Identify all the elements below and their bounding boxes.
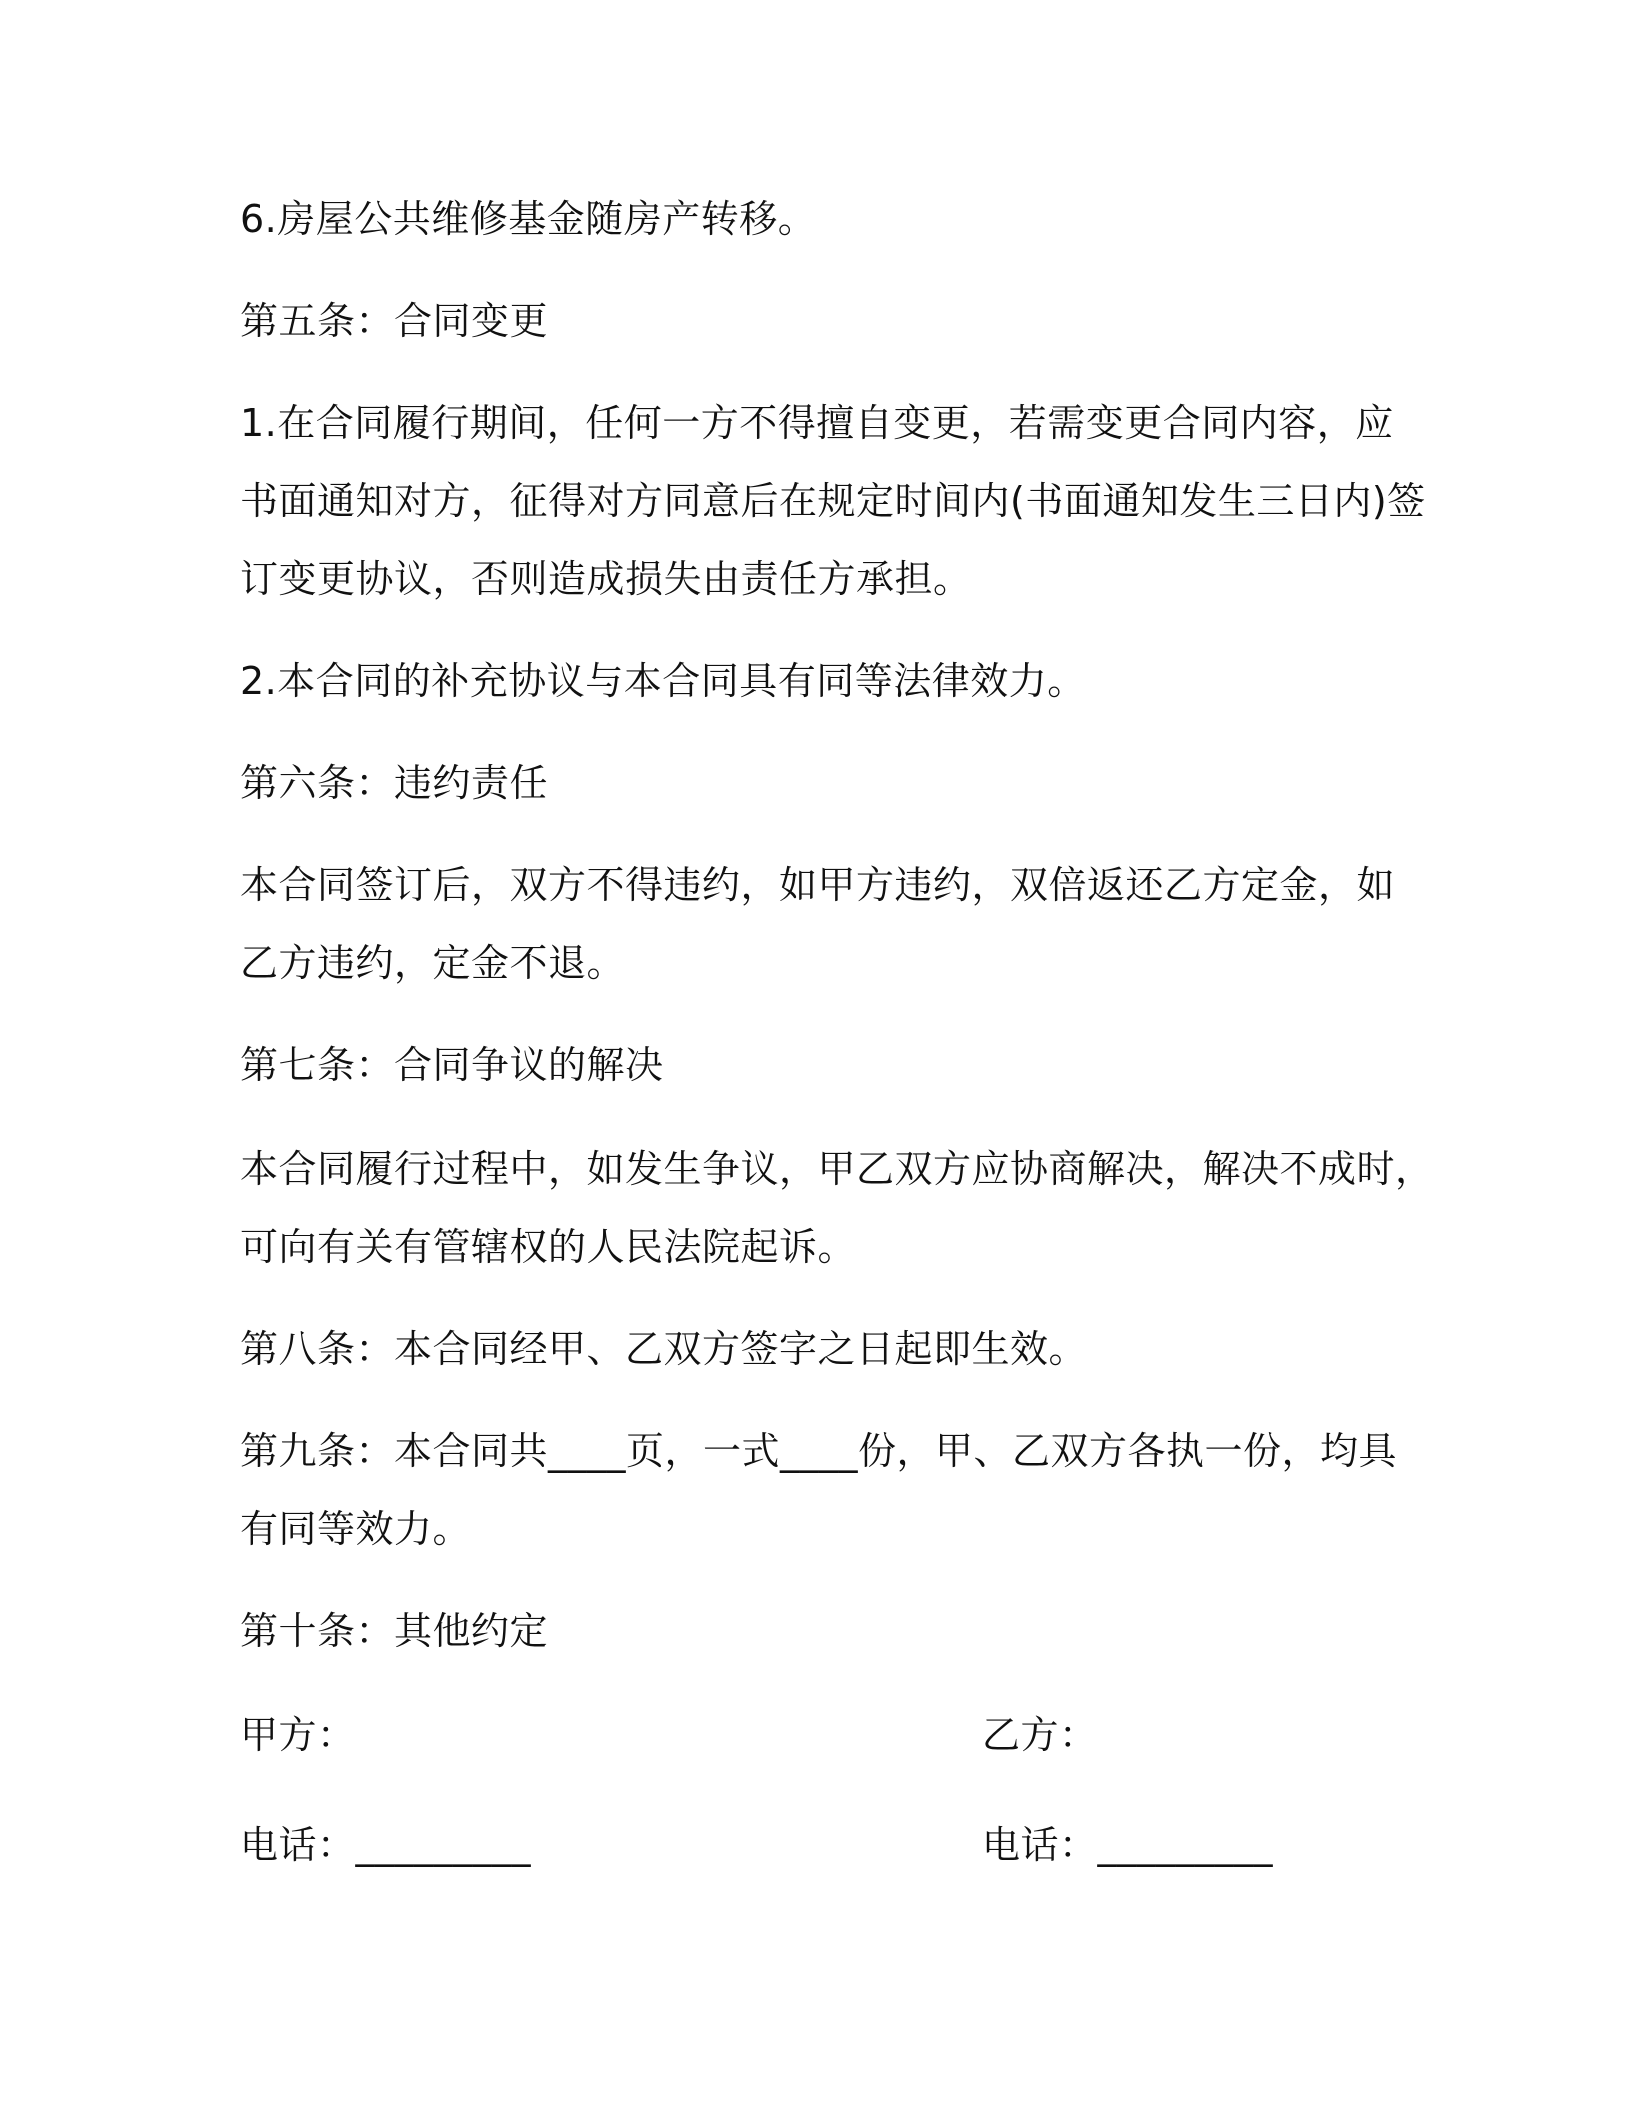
- article-7-heading: 第七条：合同争议的解决: [240, 1043, 664, 1087]
- article-5-clause-1-line-1: 1.在合同履行期间，任何一方不得擅自变更，若需变更合同内容，应: [240, 401, 1394, 445]
- article-9-line-1: 第九条：本合同共____页，一式____份，甲、乙双方各执一份，均具: [240, 1429, 1398, 1473]
- article-6-body-line-2: 乙方违约，定金不退。: [240, 941, 626, 985]
- article-5-heading: 第五条：合同变更: [240, 299, 549, 343]
- party-b-phone: 电话：_________: [982, 1823, 1274, 1867]
- article-6-body-line-1: 本合同签订后，双方不得违约，如甲方违约，双倍返还乙方定金，如: [240, 863, 1396, 907]
- party-a-label: 甲方：: [240, 1713, 356, 1757]
- article-7-body-line-2: 可向有关有管辖权的人民法院起诉。: [240, 1225, 857, 1269]
- article-5-clause-1-line-3: 订变更协议，否则造成损失由责任方承担。: [240, 557, 972, 601]
- party-a-phone: 电话：_________: [240, 1823, 532, 1867]
- article-10-heading: 第十条：其他约定: [240, 1609, 549, 1653]
- party-b-label: 乙方：: [982, 1713, 1098, 1757]
- article-9-line-2: 有同等效力。: [240, 1507, 472, 1551]
- article-5-clause-2: 2.本合同的补充协议与本合同具有同等法律效力。: [240, 659, 1086, 703]
- article-8-text: 第八条：本合同经甲、乙双方签字之日起即生效。: [240, 1327, 1088, 1371]
- article-5-clause-1-line-2: 书面通知对方，征得对方同意后在规定时间内(书面通知发生三日内)签: [240, 479, 1426, 523]
- article-7-body-line-1: 本合同履行过程中，如发生争议，甲乙双方应协商解决，解决不成时，: [240, 1147, 1434, 1191]
- item-6-text: 6.房屋公共维修基金随房产转移。: [240, 197, 817, 241]
- article-6-heading: 第六条：违约责任: [240, 761, 549, 805]
